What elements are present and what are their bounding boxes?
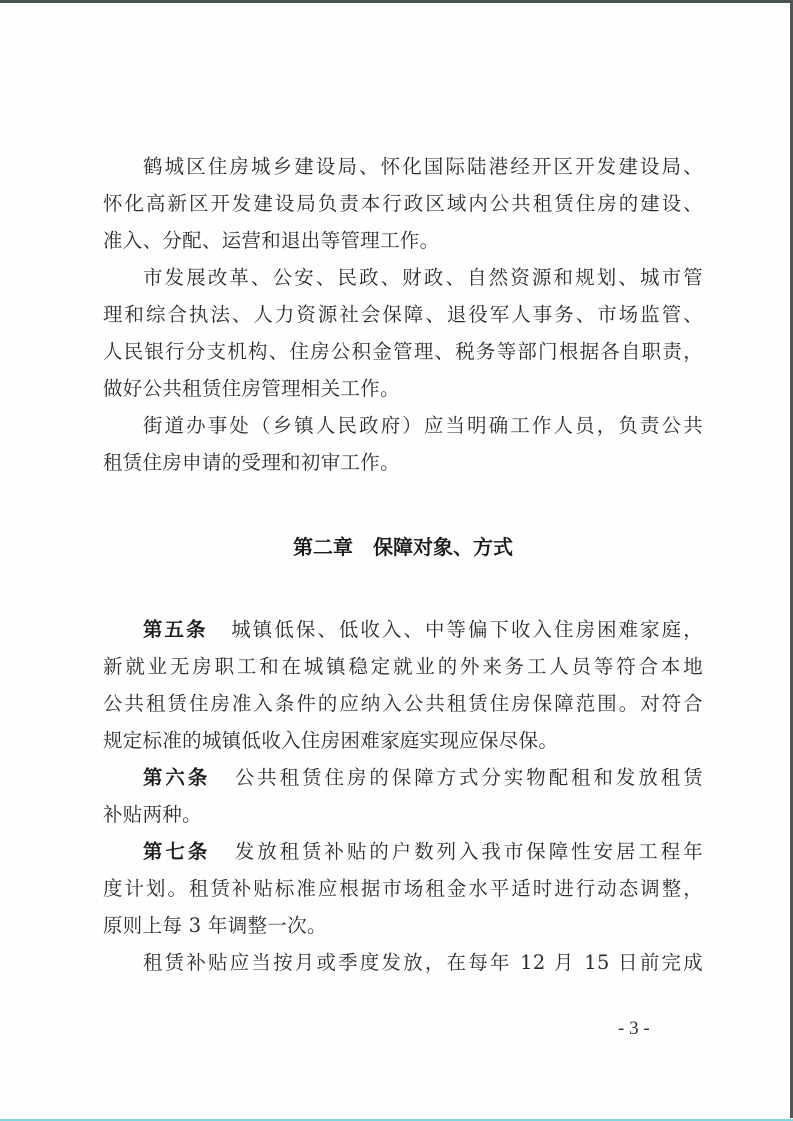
paragraph-line: 街道办事处（乡镇人民政府）应当明确工作人员，负责公共 <box>143 414 703 437</box>
paragraph-line: 规定标准的城镇低收入住房困难家庭实现应保尽保。 <box>103 729 559 752</box>
article-7 <box>103 833 703 944</box>
paragraph-line: 租赁住房申请的受理和初审工作。 <box>103 451 400 474</box>
paragraph-line: 做好公共租赁住房管理相关工作。 <box>103 377 400 400</box>
paragraph-line: 补贴两种。 <box>103 803 202 826</box>
paragraph-line: 原则上每 3 年调整一次。 <box>103 914 327 937</box>
paragraph-line: 公共租赁住房准入条件的应纳入公共租赁住房保障范围。对符合 <box>103 692 703 715</box>
document-body <box>103 148 703 981</box>
paragraph-line: 理和综合执法、人力资源社会保障、退役军人事务、市场监管、 <box>103 303 703 326</box>
paragraph-line: 市发展改革、公安、民政、财政、自然资源和规划、城市管 <box>143 266 703 289</box>
article-5 <box>103 611 703 759</box>
paragraph-line: 怀化高新区开发建设局负责本行政区域内公共租赁住房的建设、 <box>103 192 703 215</box>
paragraph-subsidy-payment <box>103 944 703 981</box>
paragraph-line: 租赁补贴应当按月或季度发放，在每年 12 月 15 日前完成 <box>143 951 703 974</box>
scan-edge-top <box>0 0 793 3</box>
page-number: - 3 - <box>618 1018 650 1039</box>
article-label: 第五条 <box>143 618 208 641</box>
chapter-heading: 第二章 保障对象、方式 <box>293 535 513 559</box>
article-label: 第六条 <box>143 766 211 789</box>
article-first-line <box>103 833 703 870</box>
paragraph-line: 新就业无房职工和在城镇稳定就业的外来务工人员等符合本地 <box>103 655 703 678</box>
article-text: 发放租赁补贴的户数列入我市保障性安居工程年 <box>232 840 703 863</box>
article-first-line <box>103 759 703 796</box>
article-label: 第七条 <box>143 840 211 863</box>
paragraph-line: 鹤城区住房城乡建设局、怀化国际陆港经开区开发建设局、 <box>143 155 703 178</box>
paragraph-street-offices <box>103 407 703 481</box>
article-text: 城镇低保、低收入、中等偏下收入住房困难家庭， <box>229 618 703 641</box>
paragraph-line: 准入、分配、运营和退出等管理工作。 <box>103 229 440 252</box>
paragraph-line: 度计划。租赁补贴标准应根据市场租金水平适时进行动态调整， <box>103 877 703 900</box>
article-first-line <box>103 611 703 648</box>
paragraph-line: 人民银行分支机构、住房公积金管理、税务等部门根据各自职责， <box>103 340 703 363</box>
article-6 <box>103 759 703 833</box>
paragraph-departments <box>103 259 703 407</box>
paragraph-responsible-bureaus <box>103 148 703 259</box>
article-text: 公共租赁住房的保障方式分实物配租和发放租赁 <box>232 766 703 789</box>
